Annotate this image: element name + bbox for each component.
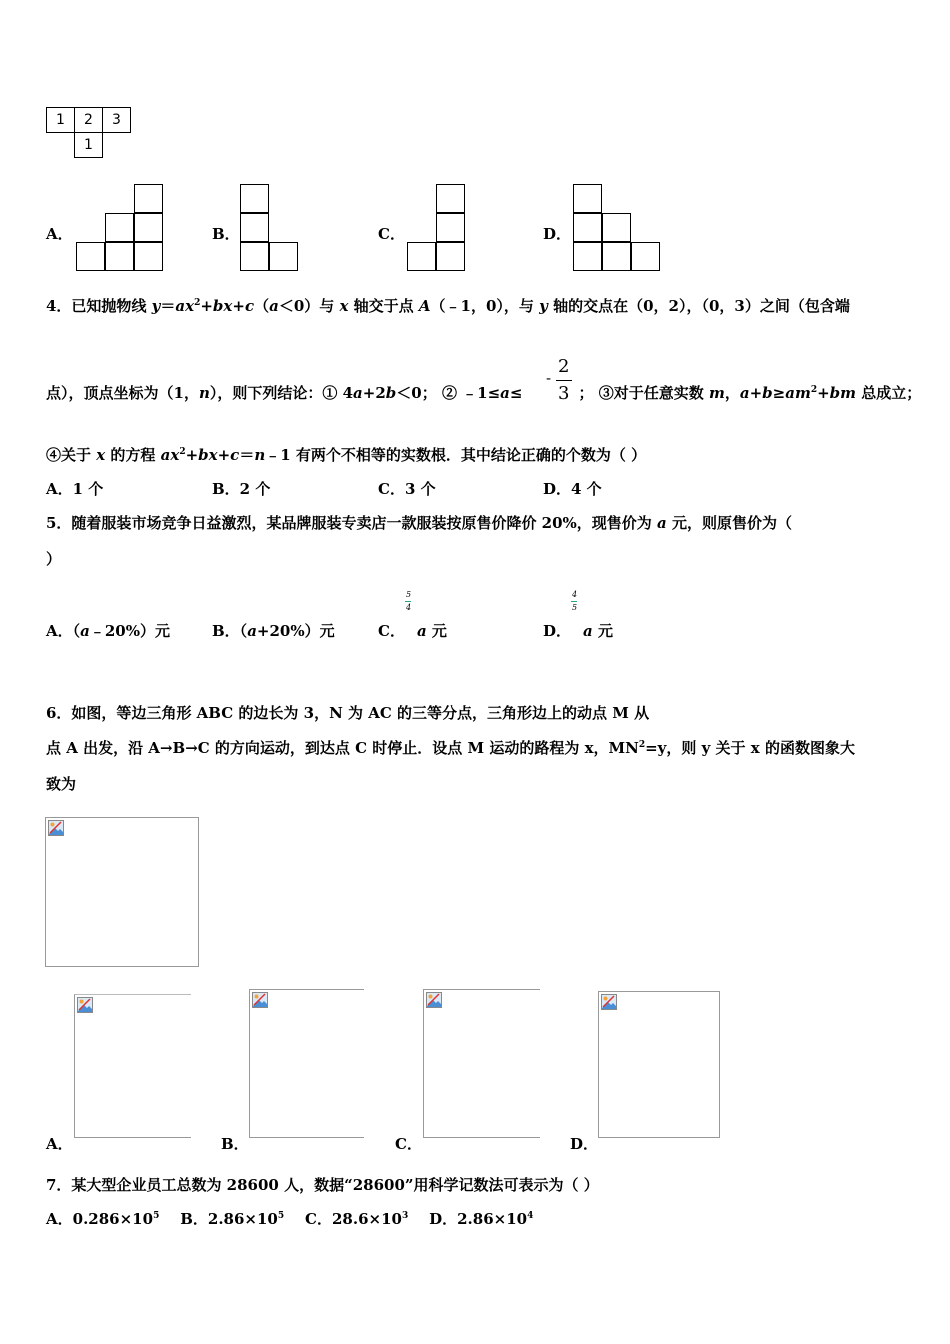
q7-option-a[interactable]: A．$0.286\times 10^5$ [46,1210,160,1228]
q6-option-a-graph-image[interactable] [74,994,191,1138]
broken-image-icon [48,820,64,836]
q6-option-b-graph-image[interactable] [249,989,364,1138]
q6-option-a-label[interactable]: A． [46,1135,73,1153]
q5-option-c[interactable]: C． a 元 [378,622,447,640]
q6-option-d-label[interactable]: D． [570,1135,599,1153]
q4-option-d[interactable]: D．4 个 [543,480,602,498]
q6-option-c-label[interactable]: C． [395,1135,422,1153]
top-view-cell-1: 1 [46,107,75,133]
top-view-cell-2: 2 [74,107,103,133]
q6-option-d-graph-image[interactable] [598,991,720,1138]
q7-options [46,1209,533,1229]
top-view-cell-row2: 1 [74,132,103,158]
q4-line-1: 4．已知抛物线 $y=ax^2+bx+c(a<0)$与 x 轴交于点 A（﹣1，0），与 y 轴的交点在（0，2），（0，3）之间（包含端 [46,297,850,315]
q5-line-1: 5．随着服装市场竞争日益激烈，某品牌服装专卖店一款服装按原售价降价 20%，现售价为 a 元，则原售价为（ [46,514,792,532]
q6-line-3: 致为 [46,775,77,793]
q4-line-3: ④关于 x 的方程 $ax^2+bx+c=n﹣1$ 有两个不相等的实数根．其中结论正确的个数为（ ） [46,446,647,464]
q5-option-d[interactable]: D． a 元 [543,622,613,640]
q4-option-a[interactable]: A．1 个 [46,480,104,498]
q7-option-b[interactable]: B．$2.86\times 10^5$ [180,1210,285,1228]
q4-option-b[interactable]: B．2 个 [212,480,271,498]
q6-line-1: 6．如图，等边三角形 ABC 的边长为 3，N 为 AC 的三等分点，三角形边上的动点 M 从 [46,704,650,722]
q6-option-c-graph-image[interactable] [423,989,540,1138]
top-view-cell-3: 3 [102,107,131,133]
broken-image-icon [426,992,442,1008]
q3-option-c-label[interactable]: C． [378,225,405,243]
q5-option-a[interactable]: A．（a﹣20%）元 [46,622,171,640]
q3-option-d-label[interactable]: D． [543,225,572,243]
q4-option-c[interactable]: C．3 个 [378,480,436,498]
q6-line-2: 点 A 出发，沿 A→B→C 的方向运动，到达点 C 时停止．设点 M 运动的路程为 x，$MN^2=y$，则 y 关于 x 的函数图象大 [46,739,855,757]
q6-triangle-figure-image [45,817,199,967]
q3-option-a-label[interactable]: A． [46,225,73,243]
broken-image-icon [77,997,93,1013]
q4-line-2: 点），顶点坐标为（1，n），则下列结论：① 4a+2b＜0； ② ﹣1≤a≤ ； ③对于任意实数 m，$a+b\ge am^2+bm$ 总成立； [46,384,922,402]
q7-option-c[interactable]: C．$28.6\times 10^3$ [305,1210,409,1228]
q5-line-2: ） [46,550,62,568]
broken-image-icon [601,994,617,1010]
q7-line-1: 7．某大型企业员工总数为 28600 人，数据“28600”用科学记数法可表示为（ ） [46,1176,599,1194]
q6-option-b-label[interactable]: B． [221,1135,249,1153]
q5-option-b[interactable]: B．（a+20%）元 [212,622,335,640]
q3-option-b-label[interactable]: B． [212,225,240,243]
q7-option-d[interactable]: D．$2.86\times 10^4$ [429,1210,534,1228]
broken-image-icon [252,992,268,1008]
